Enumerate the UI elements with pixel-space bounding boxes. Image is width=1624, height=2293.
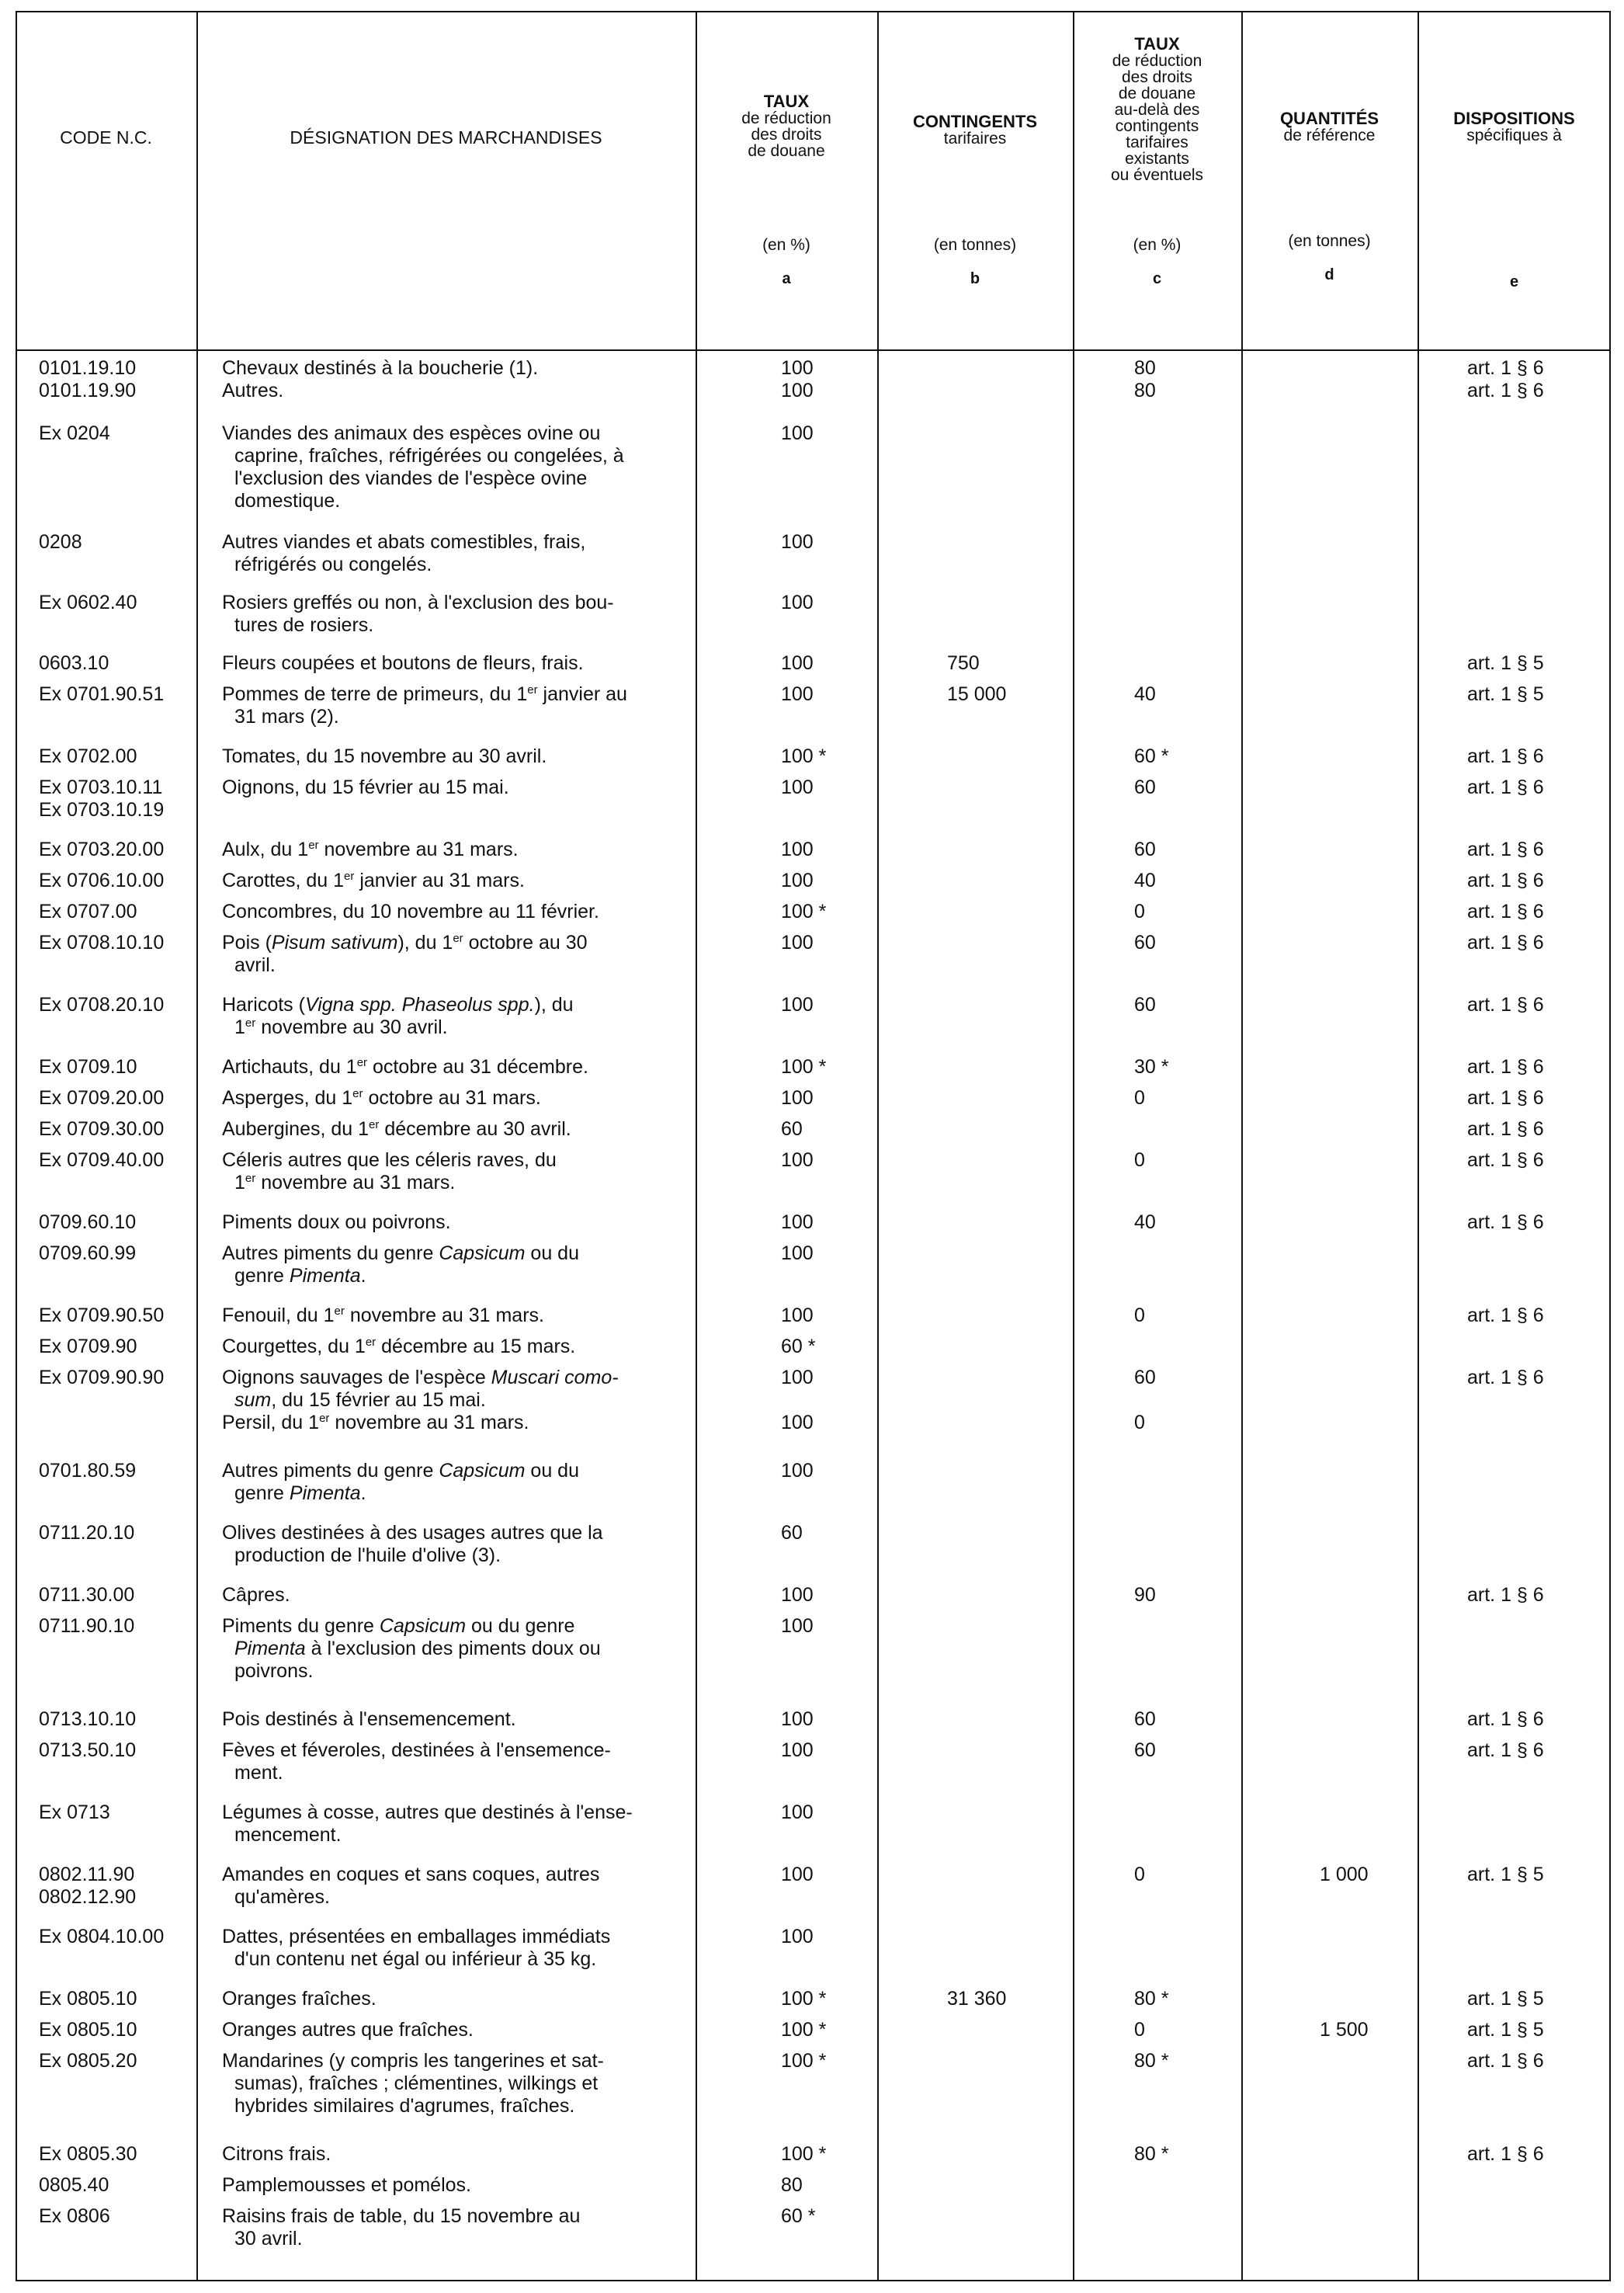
header-col-b	[877, 113, 1073, 147]
designation-line: Oignons sauvages de l'espèce Muscari como-	[222, 1367, 619, 1388]
cell-a: 100	[781, 1305, 814, 1326]
cell-b: 750	[947, 652, 980, 674]
cell-c: 90	[1134, 1584, 1156, 1606]
nc-code: 0805.40	[39, 2174, 109, 2196]
cell-c: 60	[1134, 839, 1156, 860]
cell-a: 100	[781, 870, 814, 891]
designation-line: Pois (Pisum sativum), du 1er octobre au 30	[222, 932, 588, 954]
nc-code: Ex 0706.10.00	[39, 870, 165, 891]
nc-code: Ex 0702.00	[39, 745, 137, 767]
cell-e: art. 1 § 5	[1467, 2019, 1544, 2041]
header-code	[16, 127, 196, 148]
cell-e: art. 1 § 6	[1467, 380, 1544, 401]
nc-code: Ex 0713	[39, 1801, 110, 1823]
header-designation	[196, 127, 696, 148]
header-b-key: b	[970, 270, 980, 287]
cell-a: 100	[781, 1149, 814, 1171]
cell-e: art. 1 § 6	[1467, 1584, 1544, 1606]
header-col-b-unit	[877, 236, 1073, 287]
designation-line: Aulx, du 1er novembre au 31 mars.	[222, 839, 519, 860]
cell-a: 100	[781, 932, 814, 954]
nc-code: Ex 0805.10	[39, 2019, 137, 2041]
designation-line: tures de rosiers.	[234, 614, 374, 636]
cell-a: 100	[781, 1412, 814, 1433]
cell-e: art. 1 § 5	[1467, 652, 1544, 674]
nc-code: 0709.60.10	[39, 1211, 137, 1233]
designation-line: genre Pimenta.	[234, 1482, 366, 1504]
cell-a: 100 *	[781, 1056, 827, 1078]
nc-code: Ex 0703.10.11	[39, 776, 163, 798]
cell-e: art. 1 § 6	[1467, 901, 1544, 922]
designation-line: domestique.	[234, 490, 341, 512]
designation-line: d'un contenu net égal ou inférieur à 35 kg.	[234, 1948, 597, 1970]
header-col-d	[1241, 110, 1418, 144]
header-c-sub: tarifaires	[1126, 134, 1189, 151]
designation-line: Légumes à cosse, autres que destinés à l'ense-	[222, 1801, 633, 1823]
designation-line: caprine, fraîches, réfrigérées ou congelées, à	[234, 445, 624, 467]
column-divider	[696, 11, 697, 2281]
nc-code: Ex 0703.10.19	[39, 799, 165, 821]
cell-e: art. 1 § 6	[1467, 1367, 1544, 1388]
nc-code: Ex 0709.30.00	[39, 1118, 165, 1140]
designation-line: Câpres.	[222, 1584, 290, 1606]
cell-c: 0	[1134, 1864, 1145, 1885]
designation-line: Aubergines, du 1er décembre au 30 avril.	[222, 1118, 571, 1140]
designation-line: Piments du genre Capsicum ou du genre	[222, 1615, 575, 1637]
header-c-unit: (en %)	[1133, 236, 1182, 254]
designation-line: Persil, du 1er novembre au 31 mars.	[222, 1412, 529, 1433]
designation-line: Raisins frais de table, du 15 novembre au	[222, 2205, 581, 2227]
nc-code: Ex 0709.90	[39, 1336, 137, 1357]
cell-e: art. 1 § 6	[1467, 932, 1544, 954]
designation-line: Courgettes, du 1er décembre au 15 mars.	[222, 1336, 576, 1357]
designation-line: Oignons, du 15 février au 15 mai.	[222, 776, 509, 798]
header-col-e	[1418, 110, 1611, 144]
cell-a: 80	[781, 2174, 803, 2196]
designation-line: Piments doux ou poivrons.	[222, 1211, 451, 1233]
header-divider	[16, 349, 1611, 351]
designation-line: Artichauts, du 1er octobre au 31 décembre.	[222, 1056, 588, 1078]
header-d-unit: (en tonnes)	[1288, 232, 1371, 250]
nc-code: 0711.20.10	[39, 1522, 135, 1544]
cell-a: 100	[781, 1367, 814, 1388]
designation-line: Fenouil, du 1er novembre au 31 mars.	[222, 1305, 544, 1326]
nc-code: Ex 0204	[39, 422, 110, 444]
nc-code: Ex 0709.20.00	[39, 1087, 165, 1109]
cell-c: 0	[1134, 1149, 1145, 1171]
designation-line: Amandes en coques et sans coques, autres	[222, 1864, 600, 1885]
header-a-sub: des droits	[751, 126, 822, 144]
designation-line: Concombres, du 10 novembre au 11 février.	[222, 901, 599, 922]
header-code-label: CODE N.C.	[60, 127, 152, 148]
cell-a: 100	[781, 1460, 814, 1482]
header-c-sub: de douane	[1118, 85, 1196, 102]
designation-line: Oranges fraîches.	[222, 1988, 377, 2010]
nc-code: 0101.19.90	[39, 380, 137, 401]
cell-a: 100 *	[781, 1988, 827, 2010]
designation-line: l'exclusion des viandes de l'espèce ovine	[234, 467, 588, 489]
header-c-sub: contingents	[1115, 117, 1199, 135]
cell-e: art. 1 § 6	[1467, 1056, 1544, 1078]
cell-b: 31 360	[947, 1988, 1007, 2010]
cell-a: 100	[781, 380, 814, 401]
designation-line: poivrons.	[234, 1660, 314, 1682]
nc-code: Ex 0709.90.50	[39, 1305, 165, 1326]
header-col-e-unit	[1418, 273, 1611, 290]
header-c-sub: des droits	[1121, 68, 1193, 86]
designation-line: Autres viandes et abats comestibles, frais,	[222, 531, 586, 553]
cell-c: 80	[1134, 357, 1156, 379]
designation-line: Pimenta à l'exclusion des piments doux ou	[234, 1638, 601, 1659]
designation-line: Asperges, du 1er octobre au 31 mars.	[222, 1087, 541, 1109]
header-a-key: a	[782, 270, 791, 287]
cell-c: 0	[1134, 1305, 1145, 1326]
cell-a: 60 *	[781, 2205, 816, 2227]
designation-line: production de l'huile d'olive (3).	[234, 1544, 501, 1566]
designation-line: Mandarines (y compris les tangerines et sat-	[222, 2050, 604, 2072]
nc-code: Ex 0602.40	[39, 592, 137, 613]
designation-line: sum, du 15 février au 15 mai.	[234, 1389, 486, 1411]
designation-line: sumas), fraîches ; clémentines, wilkings et	[234, 2072, 599, 2094]
designation-line: Pois destinés à l'ensemencement.	[222, 1708, 516, 1730]
header-a-sub: de douane	[748, 142, 825, 160]
cell-a: 100 *	[781, 2050, 827, 2072]
designation-line: Haricots (Vigna spp. Phaseolus spp.), du	[222, 994, 574, 1016]
cell-c: 60	[1134, 1367, 1156, 1388]
cell-e: art. 1 § 6	[1467, 2143, 1544, 2165]
designation-line: Tomates, du 15 novembre au 30 avril.	[222, 745, 547, 767]
header-b-sub: tarifaires	[943, 130, 1007, 148]
cell-e: art. 1 § 6	[1467, 994, 1544, 1016]
header-c-title: TAUX	[1134, 34, 1180, 54]
cell-a: 100	[781, 357, 814, 379]
nc-code: Ex 0709.40.00	[39, 1149, 165, 1171]
cell-a: 100	[781, 592, 814, 613]
nc-code: Ex 0708.20.10	[39, 994, 165, 1016]
cell-a: 100	[781, 1211, 814, 1233]
header-col-c	[1073, 36, 1241, 183]
header-d-title: QUANTITÉS	[1279, 109, 1379, 128]
cell-a: 60 *	[781, 1336, 816, 1357]
nc-code: 0802.11.90	[39, 1864, 135, 1885]
cell-e: art. 1 § 6	[1467, 1305, 1544, 1326]
header-c-sub: existants	[1125, 150, 1189, 168]
cell-a: 100 *	[781, 2019, 827, 2041]
column-divider	[1418, 11, 1419, 2281]
cell-e: art. 1 § 6	[1467, 870, 1544, 891]
header-c-sub: ou éventuels	[1110, 166, 1204, 184]
designation-line: 1er novembre au 31 mars.	[234, 1172, 456, 1193]
header-e-sub: spécifiques à	[1466, 127, 1562, 144]
cell-a: 100	[781, 1801, 814, 1823]
nc-code: 0802.12.90	[39, 1886, 137, 1908]
designation-line: genre Pimenta.	[234, 1265, 366, 1287]
designation-line: Fleurs coupées et boutons de fleurs, frais.	[222, 652, 584, 674]
nc-code: Ex 0709.10	[39, 1056, 137, 1078]
cell-c: 80 *	[1134, 2050, 1169, 2072]
cell-e: art. 1 § 6	[1467, 1149, 1544, 1171]
nc-code: Ex 0708.10.10	[39, 932, 165, 954]
cell-c: 30 *	[1134, 1056, 1169, 1078]
cell-a: 100	[781, 1615, 814, 1637]
designation-line: Pommes de terre de primeurs, du 1er janvier au	[222, 683, 627, 705]
cell-e: art. 1 § 6	[1467, 1211, 1544, 1233]
cell-c: 0	[1134, 2019, 1145, 2041]
cell-e: art. 1 § 5	[1467, 683, 1544, 705]
nc-code: 0101.19.10	[39, 357, 137, 379]
cell-e: art. 1 § 6	[1467, 776, 1544, 798]
header-c-sub: de réduction	[1112, 52, 1202, 70]
nc-code: 0711.90.10	[39, 1615, 135, 1637]
cell-a: 100	[781, 1708, 814, 1730]
header-d-sub: de référence	[1283, 127, 1376, 144]
designation-line: qu'amères.	[234, 1886, 330, 1908]
cell-a: 100	[781, 839, 814, 860]
header-b-title: CONTINGENTS	[912, 112, 1038, 131]
cell-e: art. 1 § 6	[1467, 745, 1544, 767]
header-b-unit: (en tonnes)	[933, 236, 1017, 254]
designation-line: Céleris autres que les céleris raves, du	[222, 1149, 557, 1171]
cell-a: 100	[781, 1864, 814, 1885]
cell-a: 100	[781, 531, 814, 553]
tariff-table	[16, 11, 1611, 2281]
cell-a: 100	[781, 1926, 814, 1947]
designation-line: Pamplemousses et pomélos.	[222, 2174, 471, 2196]
nc-code: Ex 0805.30	[39, 2143, 137, 2165]
cell-e: art. 1 § 6	[1467, 1087, 1544, 1109]
cell-c: 60	[1134, 776, 1156, 798]
designation-line: Rosiers greffés ou non, à l'exclusion des bou-	[222, 592, 614, 613]
cell-a: 100	[781, 652, 814, 674]
header-a-title: TAUX	[763, 92, 810, 111]
cell-d: 1 000	[1320, 1864, 1369, 1885]
cell-c: 60 *	[1134, 745, 1169, 767]
nc-code: 0711.30.00	[39, 1584, 135, 1606]
nc-code: 0208	[39, 531, 82, 553]
header-col-d-unit	[1241, 232, 1418, 283]
cell-d: 1 500	[1320, 2019, 1369, 2041]
header-col-a	[696, 93, 877, 159]
cell-a: 100	[781, 1584, 814, 1606]
designation-line: Fèves et féveroles, destinées à l'ensemence-	[222, 1739, 611, 1761]
cell-a: 60	[781, 1118, 803, 1140]
cell-a: 100	[781, 683, 814, 705]
header-c-key: c	[1152, 270, 1162, 287]
cell-e: art. 1 § 6	[1467, 357, 1544, 379]
nc-code: 0709.60.99	[39, 1242, 137, 1264]
nc-code: 0713.10.10	[39, 1708, 137, 1730]
cell-c: 60	[1134, 994, 1156, 1016]
nc-code: Ex 0804.10.00	[39, 1926, 165, 1947]
designation-line: Autres.	[222, 380, 284, 401]
cell-a: 100	[781, 994, 814, 1016]
cell-a: 100 *	[781, 2143, 827, 2165]
nc-code: 0603.10	[39, 652, 109, 674]
cell-c: 60	[1134, 1739, 1156, 1761]
designation-line: 31 mars (2).	[234, 706, 339, 728]
cell-a: 100	[781, 1242, 814, 1264]
designation-line: réfrigérés ou congelés.	[234, 554, 432, 575]
cell-a: 100	[781, 776, 814, 798]
nc-code: Ex 0703.20.00	[39, 839, 165, 860]
designation-line: Dattes, présentées en emballages immédiats	[222, 1926, 611, 1947]
nc-code: Ex 0806	[39, 2205, 110, 2227]
cell-c: 60	[1134, 932, 1156, 954]
header-e-key: e	[1509, 273, 1519, 290]
cell-c: 80 *	[1134, 1988, 1169, 2010]
header-a-unit: (en %)	[762, 236, 810, 254]
designation-line: Autres piments du genre Capsicum ou du	[222, 1460, 579, 1482]
cell-e: art. 1 § 6	[1467, 2050, 1544, 2072]
cell-e: art. 1 § 5	[1467, 1864, 1544, 1885]
cell-c: 40	[1134, 870, 1156, 891]
designation-line: Oranges autres que fraîches.	[222, 2019, 474, 2041]
nc-code: Ex 0707.00	[39, 901, 137, 922]
nc-code: 0701.80.59	[39, 1460, 137, 1482]
column-divider	[1241, 11, 1243, 2281]
cell-e: art. 1 § 6	[1467, 1739, 1544, 1761]
cell-a: 100	[781, 422, 814, 444]
header-col-c-unit	[1073, 236, 1241, 287]
nc-code: Ex 0805.10	[39, 1988, 137, 2010]
cell-a: 100 *	[781, 901, 827, 922]
nc-code: 0713.50.10	[39, 1739, 137, 1761]
nc-code: Ex 0701.90.51	[39, 683, 165, 705]
designation-line: Citrons frais.	[222, 2143, 331, 2165]
designation-line: Autres piments du genre Capsicum ou du	[222, 1242, 579, 1264]
cell-c: 40	[1134, 683, 1156, 705]
cell-c: 0	[1134, 1412, 1145, 1433]
cell-e: art. 1 § 6	[1467, 1118, 1544, 1140]
cell-c: 0	[1134, 901, 1145, 922]
cell-c: 80	[1134, 380, 1156, 401]
header-e-title: DISPOSITIONS	[1453, 109, 1575, 128]
header-a-sub: de réduction	[741, 109, 831, 127]
cell-e: art. 1 § 6	[1467, 839, 1544, 860]
designation-line: mencement.	[234, 1824, 342, 1846]
cell-a: 100 *	[781, 745, 827, 767]
cell-b: 15 000	[947, 683, 1007, 705]
cell-a: 60	[781, 1522, 803, 1544]
cell-e: art. 1 § 6	[1467, 1708, 1544, 1730]
nc-code: Ex 0805.20	[39, 2050, 137, 2072]
header-c-sub: au-delà des	[1114, 101, 1200, 119]
header-d-key: d	[1324, 266, 1334, 283]
cell-c: 60	[1134, 1708, 1156, 1730]
header-designation-label: DÉSIGNATION DES MARCHANDISES	[290, 127, 602, 148]
cell-c: 40	[1134, 1211, 1156, 1233]
designation-line: 30 avril.	[234, 2228, 303, 2250]
cell-c: 80 *	[1134, 2143, 1169, 2165]
cell-c: 0	[1134, 1087, 1145, 1109]
column-divider	[1073, 11, 1074, 2281]
designation-line: hybrides similaires d'agrumes, fraîches.	[234, 2095, 575, 2117]
cell-a: 100	[781, 1739, 814, 1761]
designation-line: Chevaux destinés à la boucherie (1).	[222, 357, 539, 379]
column-divider	[877, 11, 879, 2281]
cell-a: 100	[781, 1087, 814, 1109]
header-col-a-unit	[696, 236, 877, 287]
designation-line: 1er novembre au 30 avril.	[234, 1016, 448, 1038]
cell-e: art. 1 § 5	[1467, 1988, 1544, 2010]
designation-line: Viandes des animaux des espèces ovine ou	[222, 422, 601, 444]
designation-line: ment.	[234, 1762, 283, 1784]
designation-line: avril.	[234, 954, 276, 976]
nc-code: Ex 0709.90.90	[39, 1367, 165, 1388]
designation-line: Olives destinées à des usages autres que la	[222, 1522, 603, 1544]
designation-line: Carottes, du 1er janvier au 31 mars.	[222, 870, 525, 891]
